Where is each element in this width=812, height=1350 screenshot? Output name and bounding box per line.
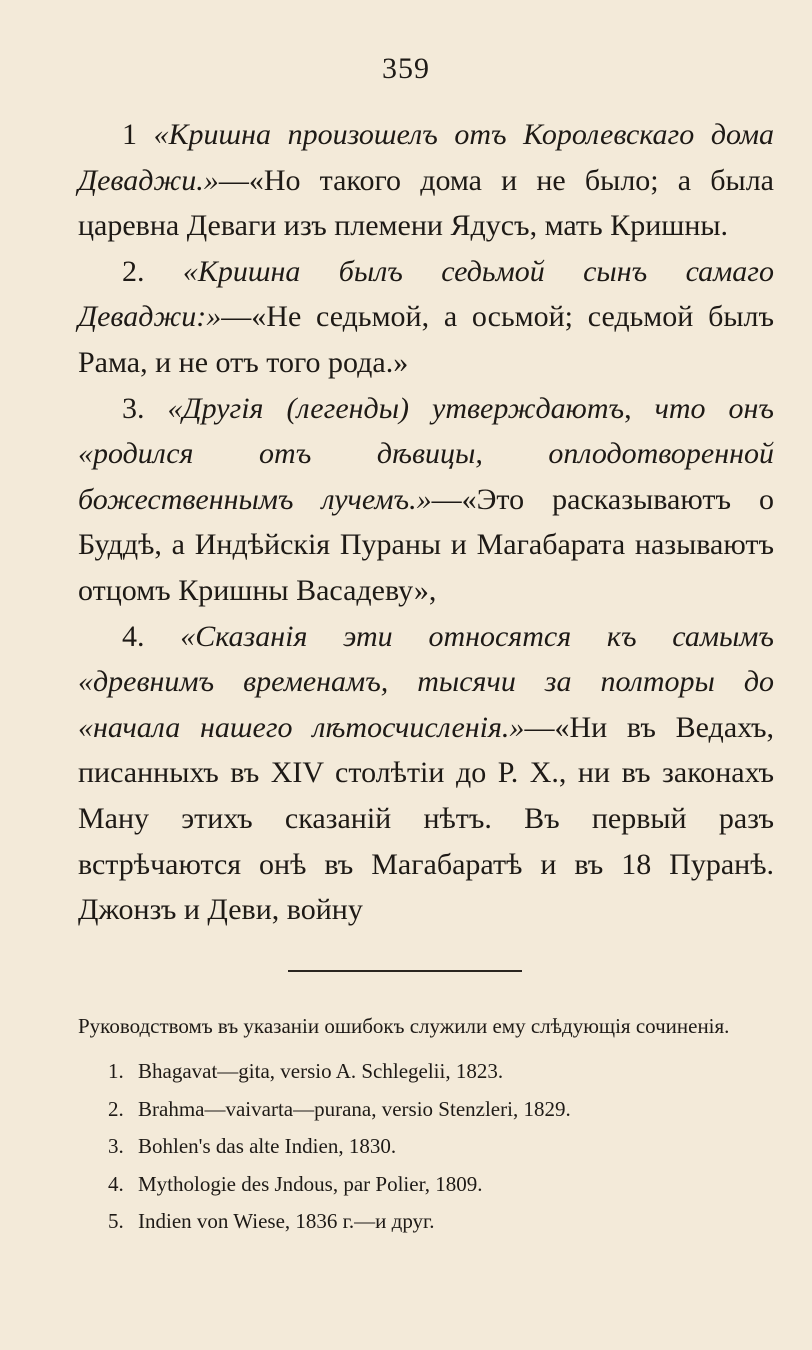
quoted-claim: «Кришна былъ седьмой сынъ самаго Деваджи:» <box>78 254 775 334</box>
separator-text: , <box>624 391 655 425</box>
paragraph-2 <box>78 249 774 386</box>
footnote <box>78 1009 774 1241</box>
quoted-claim: «Другія (легенды) утверждаютъ <box>167 391 625 425</box>
source-list <box>78 1053 774 1241</box>
quoted-claim: «Кришна произошелъ отъ Королевскаго дома Деваджи.» <box>78 118 775 197</box>
page-number: 359 <box>382 52 430 85</box>
source-number: 3. <box>108 1134 124 1158</box>
rebuttal-text: —«Это расказываютъ о Буддѣ, а Индѣйскія Пураны и Магабарата называютъ отцомъ Кришны Васадеву», <box>78 482 774 607</box>
footnote-lead: Руководствомъ въ указаніи ошибокъ служили ему слѣдующія сочиненія. <box>78 1014 730 1038</box>
paragraph-number: 1 <box>122 118 137 151</box>
source-item <box>78 1203 774 1241</box>
source-text: Brahma—vaivarta—purana, versio Stenzleri, 1829. <box>138 1096 571 1121</box>
paragraph-4 <box>78 614 774 933</box>
source-text: Bhagavat—gita, versio A. Schlegelii, 1823. <box>138 1059 504 1083</box>
rebuttal-text: —«Не седьмой, а осьмой; седьмой былъ Рама, и не отъ того рода.» <box>78 300 774 379</box>
footnote-separator <box>288 970 522 972</box>
source-text: Indien von Wiese, 1836 г.—и друг. <box>138 1209 435 1233</box>
source-number: 1. <box>108 1059 124 1083</box>
source-item <box>78 1128 774 1166</box>
paragraph-number: 3. <box>122 391 145 425</box>
paragraph-number: 2. <box>122 254 145 288</box>
quoted-claim-continued: что онъ «родился отъ дѣвицы, оплодотворенной божественнымъ лучемъ.» <box>78 391 774 516</box>
source-text: Bohlen's das alte Indien, 1830. <box>138 1134 397 1158</box>
source-item <box>78 1091 774 1129</box>
paragraph-3 <box>78 386 774 614</box>
source-number: 5. <box>108 1209 124 1233</box>
quoted-claim: «Сказанія эти относятся къ самымъ «древнимъ временамъ, тысячи за полторы до «начала нашего лѣтосчисленія.» <box>78 619 775 744</box>
source-item <box>78 1053 774 1091</box>
main-text <box>78 112 774 933</box>
source-text: Mythologie des Jndous, par Polier, 1809. <box>138 1171 483 1196</box>
rebuttal-text: —«Но такого дома и не было; а была царевна Деваги изъ племени Ядусъ, мать Кришны. <box>78 163 774 243</box>
rebuttal-text: —«Ни въ Ведахъ, писанныхъ въ XIV столѣтіи до Р. Х., ни въ законахъ Ману этихъ сказаній нѣтъ. Въ первый разъ встрѣчаются онѣ въ Магабаратѣ и въ 18 Пуранѣ. Джонзъ и Деви, войну <box>78 710 774 927</box>
source-item <box>78 1166 774 1204</box>
source-number: 4. <box>108 1171 124 1196</box>
paragraph-1 <box>78 112 774 249</box>
paragraph-number: 4. <box>122 619 145 653</box>
source-number: 2. <box>108 1096 124 1121</box>
